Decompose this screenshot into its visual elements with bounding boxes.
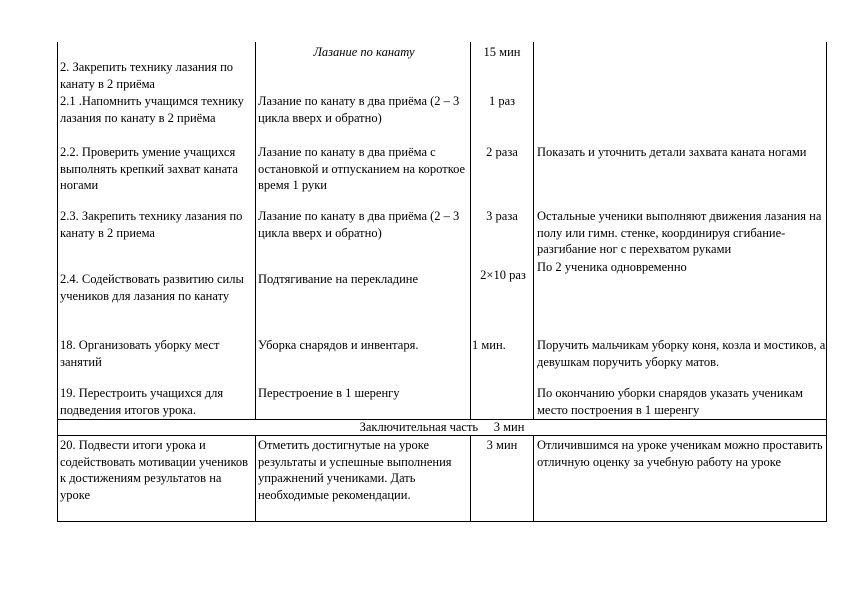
pair-note: По 2 ученика одновременно: [537, 260, 687, 274]
activity-duration: 15 мин: [483, 45, 521, 59]
task-2-text: 2. Закрепить технику лазания по канату в 2 приёма: [60, 60, 234, 91]
activity-heading: Лазание по канату: [313, 45, 415, 59]
task-18-text: 18. Организовать уборку мест занятий: [60, 338, 220, 369]
task-2-4-text: 2.4. Содействовать развитию силы учеников для лазания по канату: [60, 272, 244, 303]
task-2-3-text: 2.3. Закрепить технику лазания по канату в 2 приема: [60, 209, 243, 240]
column-divider-2-lower: [470, 436, 471, 522]
task-2-3-dosage: 3 раза: [486, 209, 518, 223]
task-2-2-text: 2.2. Проверить умение учащихся выполнять крепкий захват каната ногами: [60, 145, 238, 192]
task-2-4-content: Подтягивание на перекладине: [258, 272, 419, 286]
task-19-content: Перестроение в 1 шеренгу: [258, 386, 400, 400]
task-2-4-dosage: 2×10 раз: [480, 268, 526, 282]
column-divider-1: [255, 42, 256, 419]
final-part-heading: Заключительная часть 3 мин: [359, 420, 525, 434]
task-2-2-dosage: 2 раза: [486, 145, 518, 159]
task-18-notes: Поручить мальчикам уборку коня, козла и мостиков, а девушкам поручить уборку матов.: [537, 338, 826, 369]
task-18-dosage: 1 мин.: [472, 338, 506, 352]
task-2-2-content: Лазание по канату в два приёма с остановкой и отпусканием на короткое время 1 руки: [258, 145, 466, 192]
task-2-1-content: Лазание по канату в два приёма (2 – 3 цикла вверх и обратно): [258, 94, 460, 125]
task-18-content: Уборка снарядов и инвентаря.: [258, 338, 419, 352]
task-20-dosage: 3 мин: [486, 438, 518, 452]
task-2-1-text: 2.1 .Напомнить учащимся технику лазания по канату в 2 приёма: [60, 94, 244, 125]
task-20-text: 20. Подвести итоги урока и содействовать мотивации учеников к достижениям результатов на уроке: [60, 438, 249, 502]
task-2-1-dosage: 1 раз: [488, 94, 516, 108]
task-2-3-notes: Остальные ученики выполняют движения лазания на полу или гимн. стенке, координируя сгибание-разгибание ног с перехватом руками: [537, 209, 822, 256]
column-divider-3: [533, 42, 534, 419]
task-2-3-content: Лазание по канату в два приёма (2 – 3 цикла вверх и обратно): [258, 209, 460, 240]
task-2-2-notes: Показать и уточнить детали захвата каната ногами: [537, 145, 807, 159]
column-divider-3-lower: [533, 436, 534, 522]
table-bottom-border: [57, 521, 827, 522]
task-20-notes: Отличившимся на уроке ученикам можно проставить отличную оценку за учебную работу на уроке: [537, 438, 823, 469]
column-divider-2: [470, 42, 471, 419]
column-divider-1-lower: [255, 436, 256, 522]
table-left-border: [57, 42, 58, 522]
task-19-notes: По окончанию уборки снарядов указать ученикам место построения в 1 шеренгу: [537, 386, 803, 417]
task-20-content: Отметить достигнутые на уроке результаты и успешные выполнения упражнений учениками. Дать необходимые рекомендации.: [258, 438, 452, 502]
task-19-text: 19. Перестроить учащихся для подведения итогов урока.: [60, 386, 224, 417]
